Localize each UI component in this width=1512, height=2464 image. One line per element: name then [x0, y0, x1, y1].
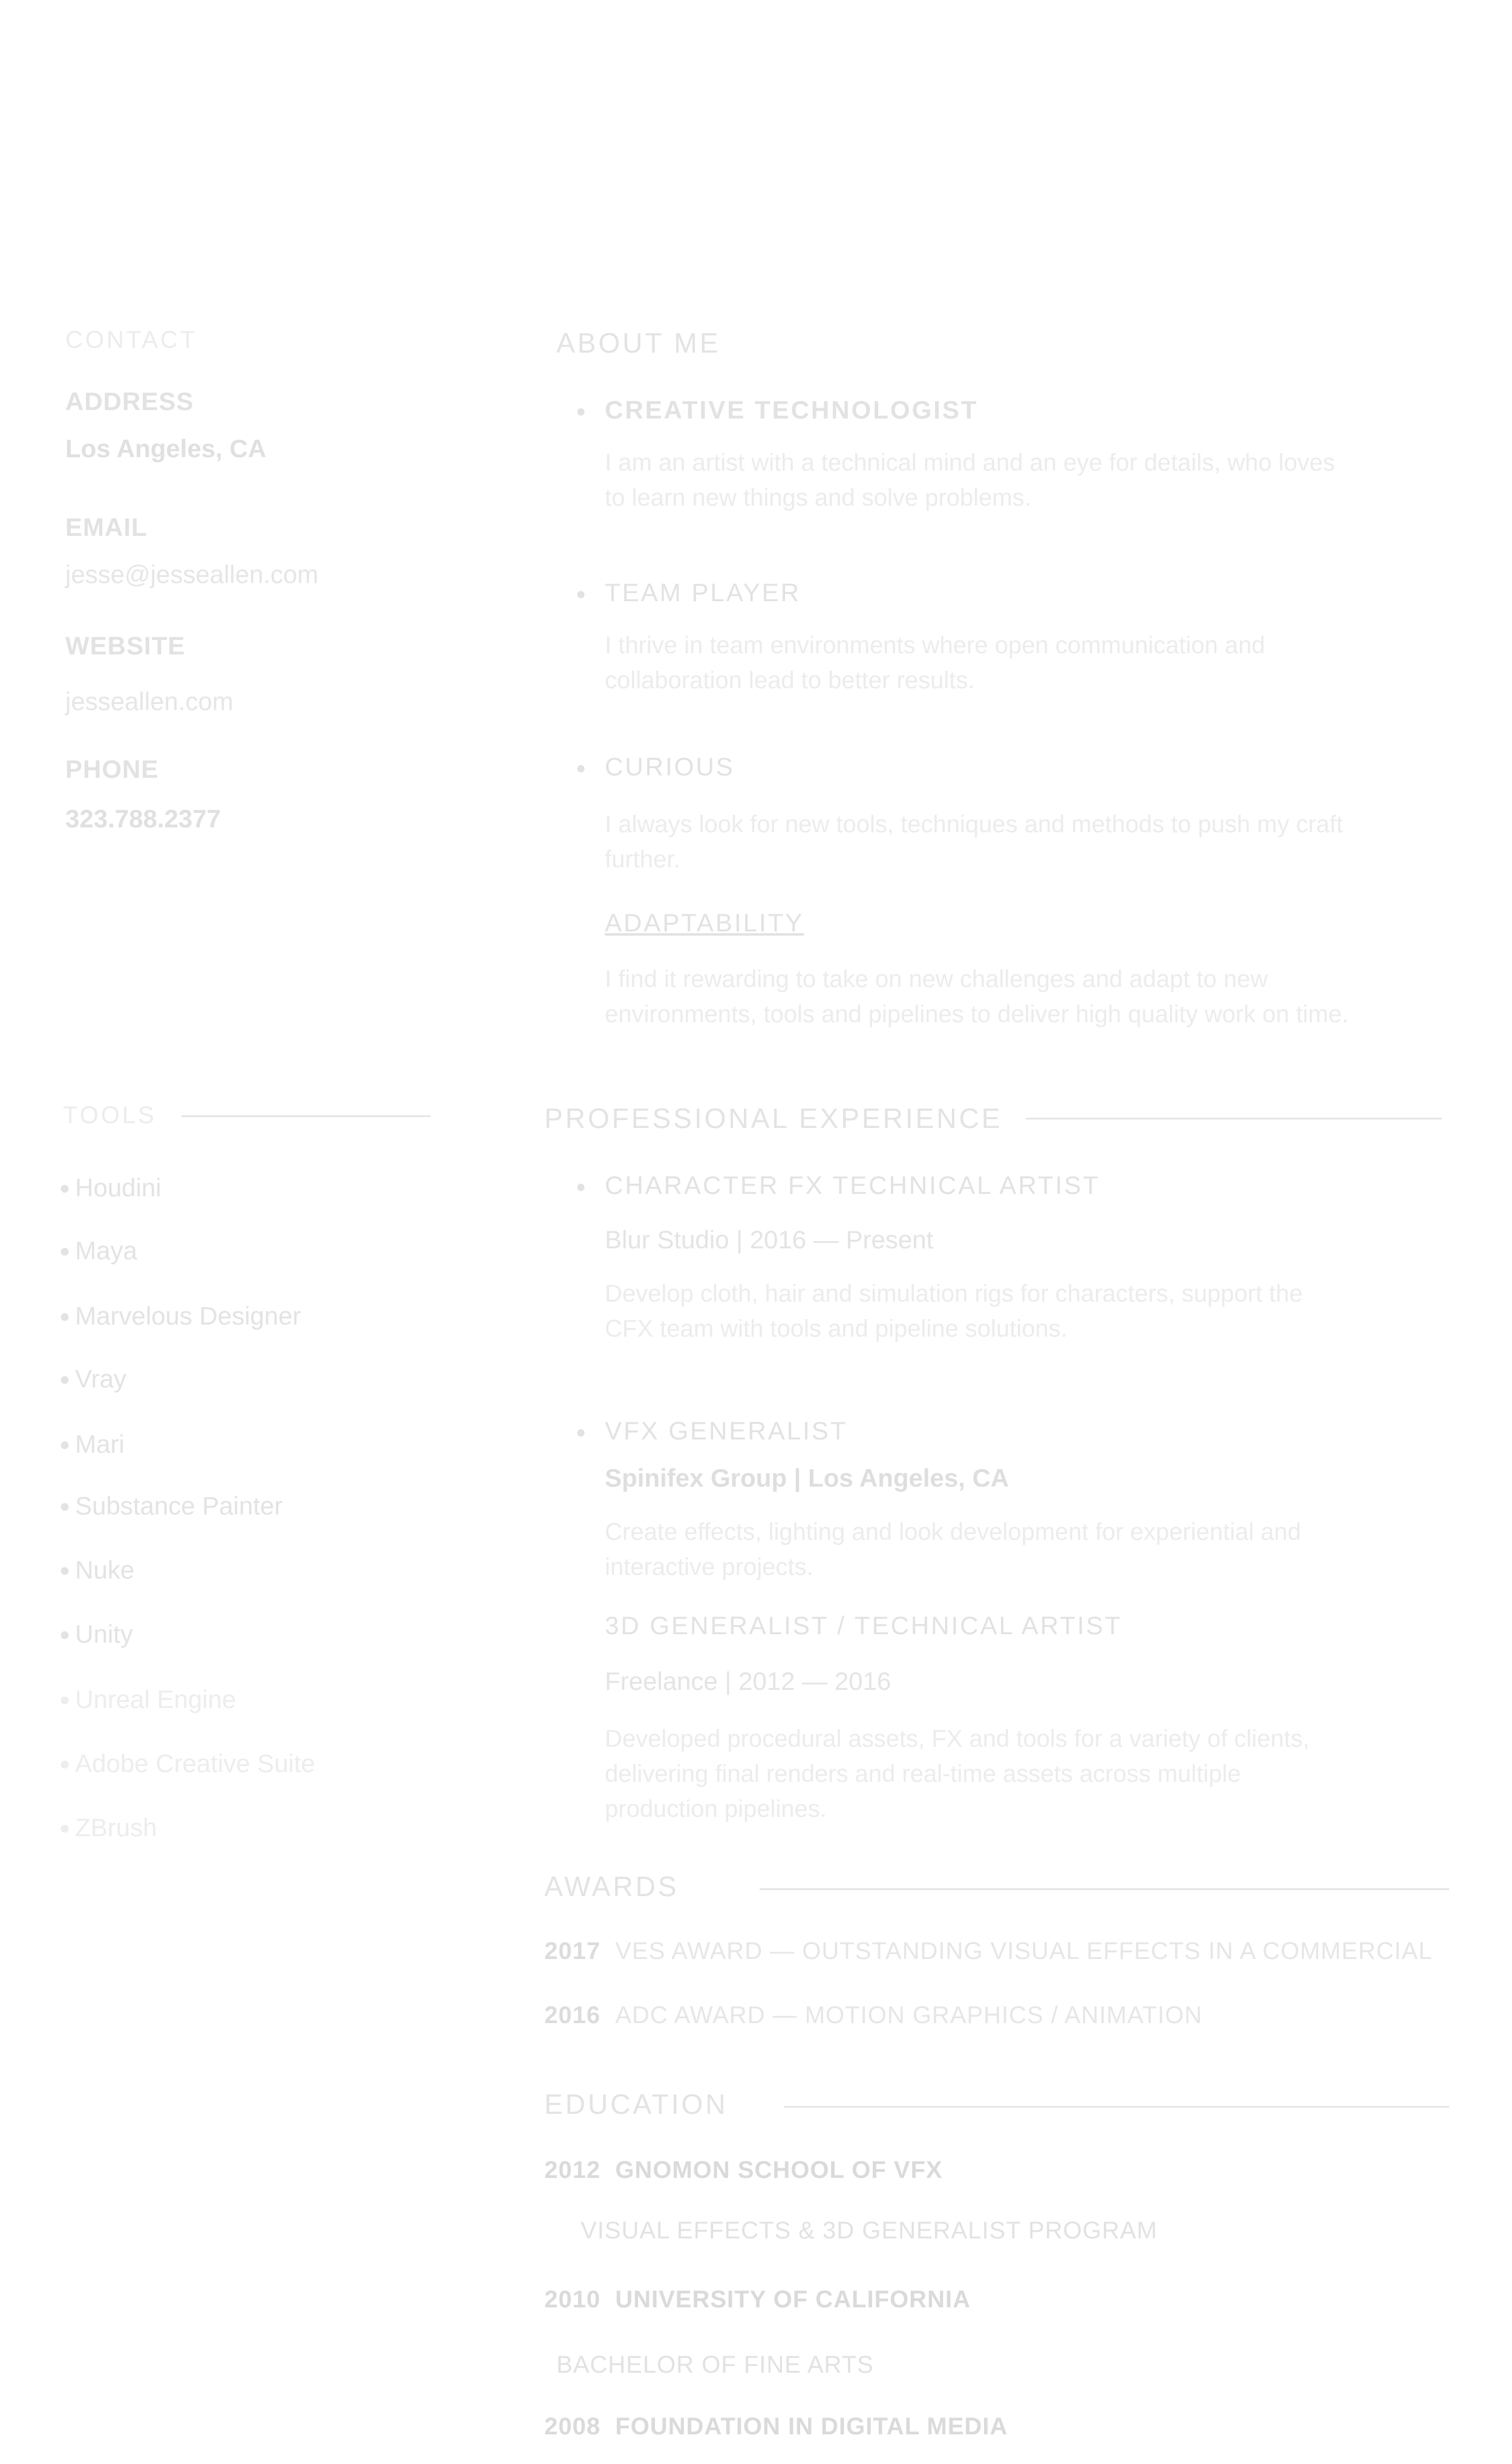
- experience-heading: PROFESSIONAL EXPERIENCE: [544, 1103, 1003, 1134]
- tool-item: ● Maya: [59, 1236, 137, 1265]
- experience-item-company: Blur Studio | 2016 — Present: [605, 1225, 934, 1254]
- bullet-icon: ●: [576, 1177, 586, 1196]
- about-item-title: CREATIVE TECHNOLOGIST: [605, 396, 979, 424]
- about-item-title: TEAM PLAYER: [605, 578, 801, 607]
- email-link[interactable]: jesse@jesseallen.com: [65, 560, 319, 588]
- tools-heading: TOOLS: [63, 1102, 157, 1129]
- tool-item: ● Unreal Engine: [59, 1685, 236, 1713]
- email-label: EMAIL: [65, 513, 148, 541]
- about-item-desc: I thrive in team environments where open communication and collaboration lead to better results.: [605, 632, 1265, 694]
- about-item-title: ADAPTABILITY: [605, 908, 804, 937]
- tool-item: ● Vray: [59, 1364, 126, 1393]
- experience-item-title: 3D GENERALIST / TECHNICAL ARTIST: [605, 1611, 1123, 1640]
- awards-heading: AWARDS: [544, 1871, 679, 1902]
- website-link[interactable]: jesseallen.com: [65, 687, 233, 715]
- about-item-desc: I always look for new tools, techniques and methods to push my craft further.: [605, 811, 1343, 873]
- tool-item: ● Adobe Creative Suite: [59, 1749, 316, 1778]
- about-item-title: CURIOUS: [605, 752, 735, 781]
- about-item-desc: I find it rewarding to take on new challenges and adapt to new environments, tools and pipelines to deliver high quality work on time.: [605, 966, 1349, 1028]
- tools-divider: [181, 1115, 431, 1117]
- education-detail: BACHELOR OF FINE ARTS: [556, 2352, 874, 2378]
- experience-item-desc: Develop cloth, hair and simulation rigs for characters, support the CFX team with tools and pipeline solutions.: [605, 1280, 1303, 1342]
- experience-item-desc: Developed procedural assets, FX and tools for a variety of clients, delivering final renders and real-time assets across multiple production pipelines.: [605, 1726, 1310, 1822]
- phone-value: 323.788.2377: [65, 804, 221, 833]
- website-label: WEBSITE: [65, 631, 186, 660]
- address-label: ADDRESS: [65, 387, 194, 416]
- bullet-icon: ●: [576, 402, 586, 420]
- experience-item-title: VFX GENERALIST: [605, 1416, 848, 1445]
- phone-label: PHONE: [65, 755, 159, 783]
- about-item-desc: I am an artist with a technical mind and an eye for details, who loves to learn new things and solve problems.: [605, 449, 1335, 511]
- education-item: 2008 FOUNDATION IN DIGITAL MEDIA: [544, 2413, 1008, 2440]
- tool-item: ● Substance Painter: [59, 1491, 283, 1520]
- education-item: 2010 UNIVERSITY OF CALIFORNIA: [544, 2286, 971, 2313]
- experience-item-desc: Create effects, lighting and look development for experiential and interactive projects.: [605, 1519, 1302, 1580]
- awards-divider: [760, 1888, 1449, 1890]
- tool-item: ● Mari: [59, 1430, 125, 1458]
- education-divider: [784, 2106, 1449, 2108]
- experience-item-title: CHARACTER FX TECHNICAL ARTIST: [605, 1171, 1101, 1199]
- education-item: 2012 GNOMON SCHOOL OF VFX: [544, 2157, 943, 2183]
- experience-divider: [1026, 1118, 1442, 1120]
- contact-heading: CONTACT: [65, 327, 198, 353]
- tool-item: ● Marvelous Designer: [59, 1302, 301, 1330]
- experience-item-company: Spinifex Group | Los Angeles, CA: [605, 1464, 1009, 1492]
- experience-item-company: Freelance | 2012 — 2016: [605, 1667, 891, 1695]
- about-heading: ABOUT ME: [556, 327, 721, 359]
- tool-item: ● Houdini: [59, 1173, 161, 1202]
- award-item: 2017 VES AWARD — OUTSTANDING VISUAL EFFECTS IN A COMMERCIAL: [544, 1938, 1433, 1964]
- tool-item: ● ZBrush: [59, 1813, 157, 1842]
- tool-item: ● Unity: [59, 1620, 133, 1648]
- tool-item: ● Nuke: [59, 1556, 135, 1584]
- education-detail: VISUAL EFFECTS & 3D GENERALIST PROGRAM: [581, 2217, 1158, 2244]
- education-heading: EDUCATION: [544, 2088, 728, 2120]
- bullet-icon: ●: [576, 584, 586, 603]
- bullet-icon: ●: [576, 758, 586, 777]
- bullet-icon: ●: [576, 1423, 586, 1441]
- award-item: 2016 ADC AWARD — MOTION GRAPHICS / ANIMATION: [544, 2002, 1203, 2029]
- address-value: Los Angeles, CA: [65, 434, 267, 463]
